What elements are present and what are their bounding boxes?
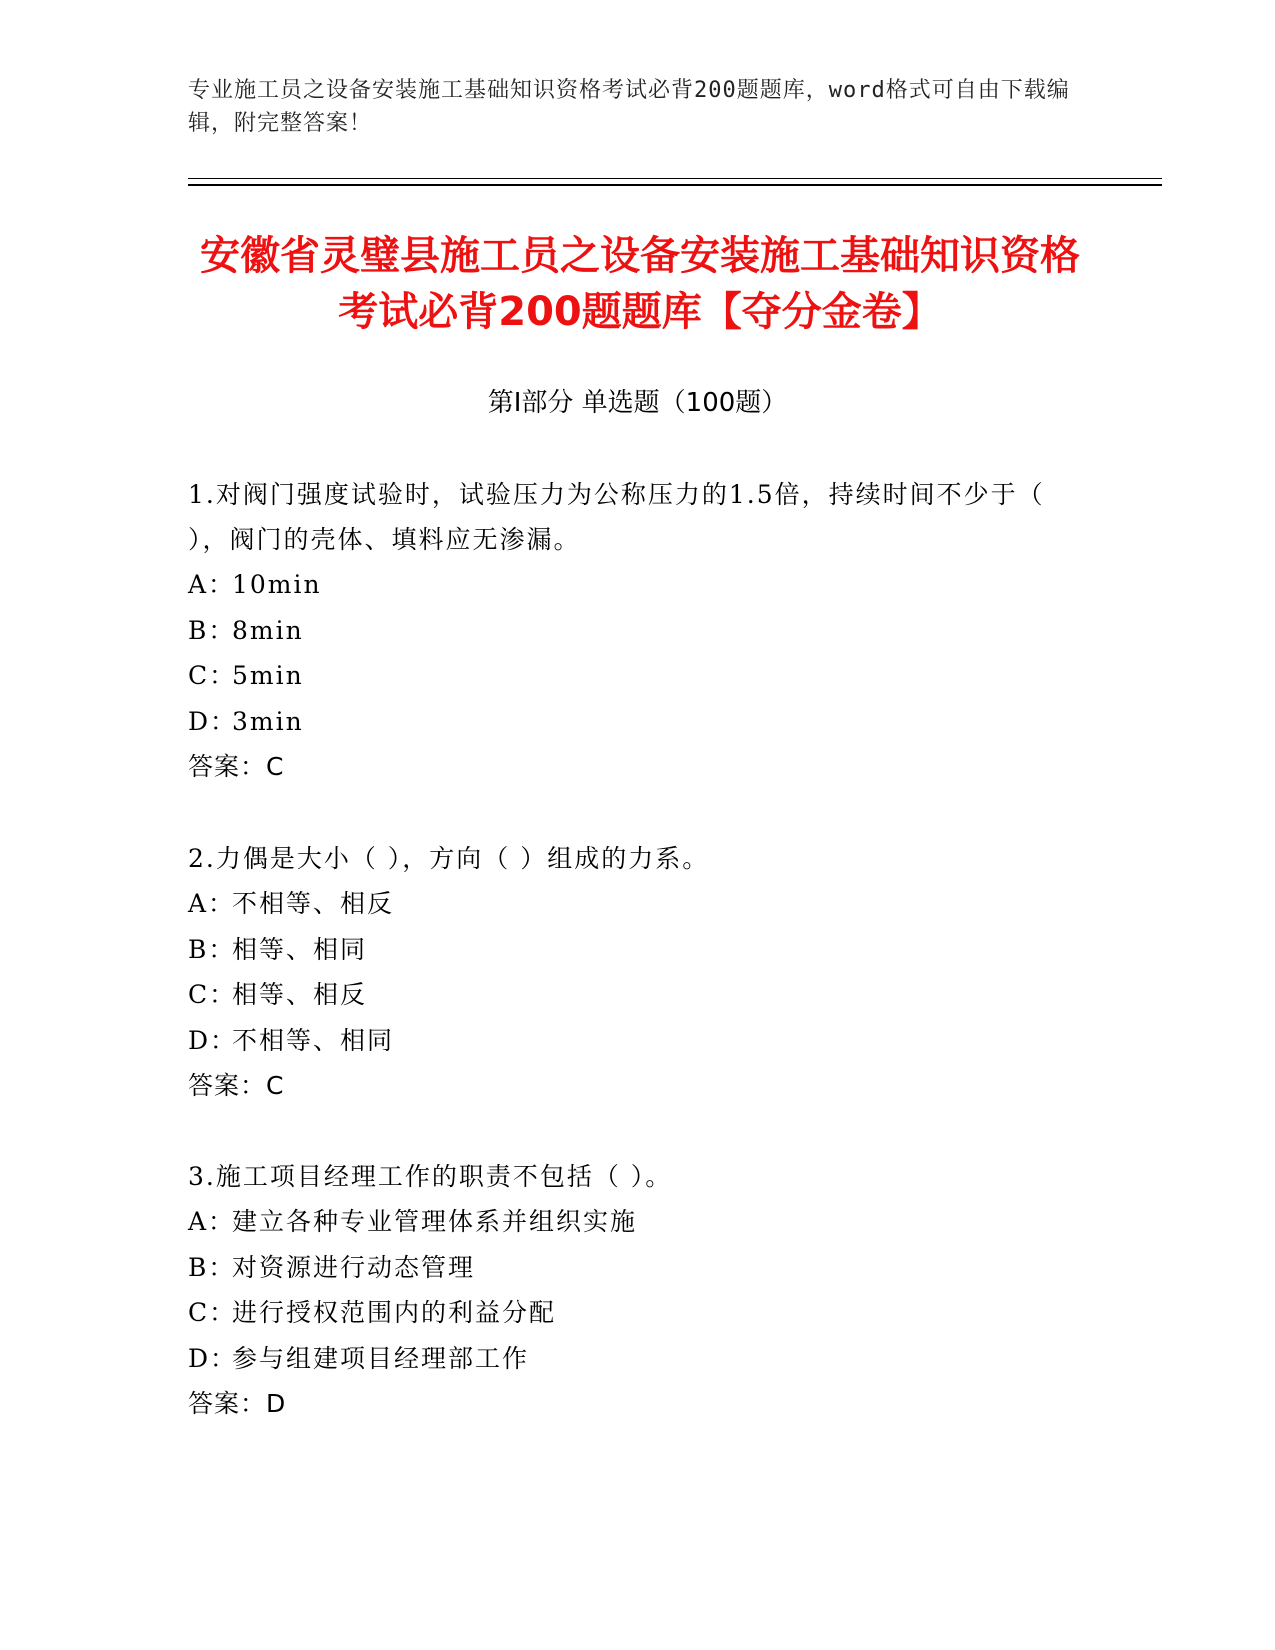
option-key: D：: [188, 706, 238, 736]
question-stem: 2.力偶是大小（ ），方向（ ）组成的力系。: [188, 844, 710, 873]
option-b: [188, 927, 1068, 973]
option-text: 相等、相反: [232, 980, 368, 1009]
option-text: 3min: [232, 706, 304, 736]
option-text: 进行授权范围内的利益分配: [232, 1298, 557, 1327]
option-key: B：: [188, 934, 236, 964]
option-c: [188, 972, 1068, 1018]
answer-line: 答案：D: [188, 1389, 287, 1418]
question-stem: 3.施工项目经理工作的职责不包括（ ）。: [188, 1162, 673, 1191]
option-a: [188, 1199, 1068, 1245]
option-key: A：: [188, 1207, 236, 1236]
option-text: 10min: [232, 570, 322, 599]
header-divider: [188, 178, 1162, 179]
option-b: [188, 1245, 1068, 1291]
option-key: B：: [188, 1252, 236, 1282]
option-text: 相等、相同: [232, 934, 368, 964]
option-c: [188, 1290, 1068, 1336]
document-title: 安徽省灵璧县施工员之设备安装施工基础知识资格考试必背200题题库【夺分金卷】: [200, 233, 1080, 335]
question-2: [188, 836, 1068, 1109]
option-text: 不相等、相反: [232, 889, 395, 918]
option-a: [188, 881, 1068, 927]
option-text: 参与组建项目经理部工作: [232, 1343, 530, 1373]
document-intro: 专业施工员之设备安装施工基础知识资格考试必背200题题库，word格式可自由下载编辑，附完整答案！: [188, 78, 1070, 136]
option-key: C：: [188, 980, 237, 1009]
option-d: [188, 1018, 1068, 1064]
option-key: A：: [188, 889, 236, 918]
option-a: [188, 562, 1068, 608]
option-b: [188, 608, 1068, 654]
option-key: D：: [188, 1343, 238, 1373]
option-text: 5min: [232, 661, 304, 690]
option-key: C：: [188, 661, 237, 690]
answer-line: 答案：C: [188, 752, 285, 781]
option-text: 对资源进行动态管理: [232, 1252, 476, 1282]
question-stem: 1.对阀门强度试验时，试验压力为公称压力的1.5倍，持续时间不少于（ ），阀门的壳体、填料应无渗漏。: [188, 480, 1045, 554]
question-1: [188, 472, 1068, 790]
option-d: [188, 699, 1068, 745]
option-text: 建立各种专业管理体系并组织实施: [232, 1207, 638, 1236]
option-text: 不相等、相同: [232, 1025, 395, 1055]
option-c: [188, 653, 1068, 699]
option-key: D：: [188, 1025, 238, 1055]
header-divider-thick: [188, 184, 1162, 186]
question-3: [188, 1154, 1068, 1427]
section-heading: 第I部分 单选题（100题）: [487, 388, 788, 418]
option-key: B：: [188, 615, 236, 645]
option-text: 8min: [232, 615, 304, 645]
answer-line: 答案：C: [188, 1071, 285, 1100]
option-d: [188, 1336, 1068, 1382]
option-key: C：: [188, 1298, 237, 1327]
option-key: A：: [188, 570, 236, 599]
